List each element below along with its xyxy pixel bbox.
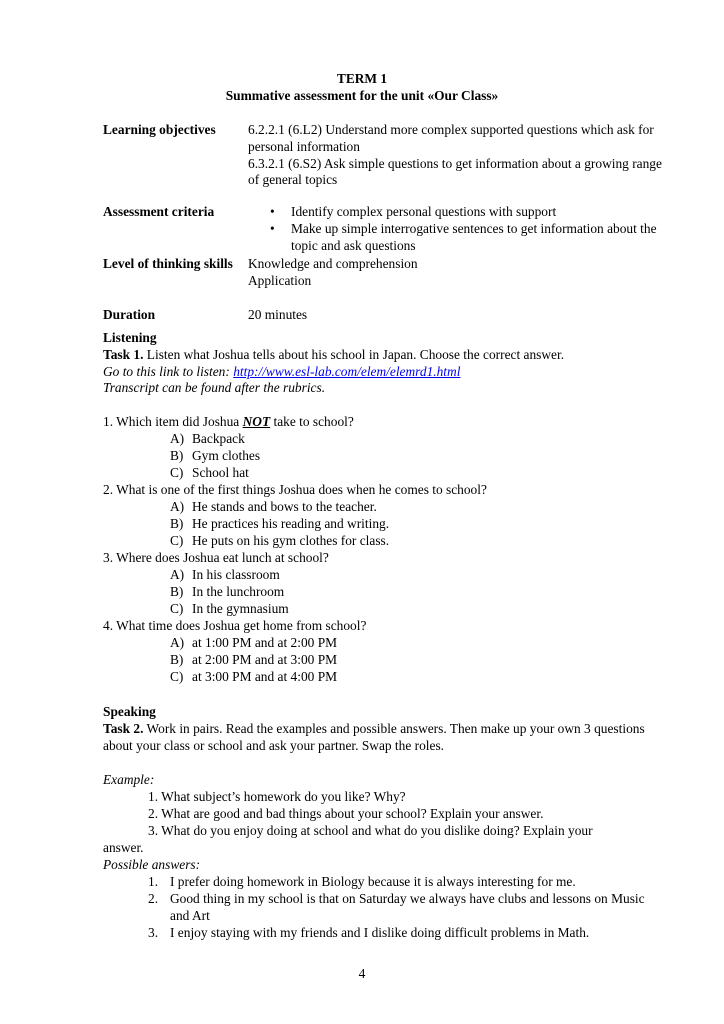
criteria-item: • Identify complex personal questions with support [270, 204, 557, 219]
answer-option: B) He practices his reading and writing. [170, 516, 390, 531]
page-number: 4 [358, 966, 366, 981]
listening-section [103, 330, 663, 397]
answer-option: B) Gym clothes [170, 448, 261, 463]
answer-option: C) School hat [170, 465, 249, 480]
duration-value: 20 minutes [248, 307, 308, 322]
answer-option: C) at 3:00 PM and at 4:00 PM [170, 669, 338, 684]
answer-number: 3. [148, 925, 159, 940]
answer-option: A) He stands and bows to the teacher. [170, 499, 377, 514]
possible-answer: I enjoy staying with my friends and I dislike doing difficult problems in Math. [170, 925, 590, 940]
thinking-skill-1: Knowledge and comprehension [248, 256, 418, 271]
answer-number: 1. [148, 874, 159, 889]
unit-title: Summative assessment for the unit «Our Class» [225, 88, 499, 103]
example-item-continuation: answer. [103, 840, 144, 855]
audio-link[interactable]: http://www.esl-lab.com/elem/elemrd1.html [233, 363, 461, 379]
speaking-heading: Speaking [103, 704, 156, 719]
answer-option: B) at 2:00 PM and at 3:00 PM [170, 652, 338, 667]
bullet-icon: • [270, 204, 275, 219]
listening-heading: Listening [103, 330, 157, 345]
possible-answers-label: Possible answers: [103, 857, 201, 872]
question-2: 2. What is one of the first things Joshua does when he comes to school? [103, 482, 487, 497]
task-1-instructions: Task 1. Listen what Joshua tells about his school in Japan. Choose the correct answer. [103, 346, 565, 362]
emphasis-not: NOT [242, 414, 271, 429]
assessment-criteria-label: Assessment criteria [103, 204, 215, 219]
answer-option: C) In the gymnasium [170, 601, 289, 616]
title-block [0, 70, 724, 104]
example-item: 2. What are good and bad things about your school? Explain your answer. [148, 806, 544, 821]
learning-objectives-label: Learning objectives [103, 122, 216, 137]
answer-option: C) He puts on his gym clothes for class. [170, 533, 390, 548]
bullet-icon: • [270, 220, 275, 236]
answer-option: A) In his classroom [170, 567, 280, 582]
answer-option: A) at 1:00 PM and at 2:00 PM [170, 635, 338, 650]
possible-answer: Good thing in my school is that on Saturday we always have clubs and lessons on Music and Art [170, 891, 645, 923]
question-1: 1. Which item did Joshua NOT take to school? [103, 414, 354, 429]
example-label: Example: [103, 772, 155, 787]
thinking-skills-label: Level of thinking skills [103, 256, 233, 271]
possible-answer: I prefer doing homework in Biology because it is always interesting for me. [170, 874, 576, 889]
answer-option: B) In the lunchroom [170, 584, 285, 599]
question-4: 4. What time does Joshua get home from school? [103, 618, 367, 633]
listen-link-line: Go to this link to listen: http://www.esl-lab.com/elem/elemrd1.html [103, 363, 461, 379]
task-2-instructions: Task 2. Work in pairs. Read the examples and possible answers. Then make up your own 3 questions about your class or school and ask your partner. Swap the roles. [103, 720, 645, 753]
answer-option: A) Backpack [170, 431, 245, 446]
example-item: 1. What subject’s homework do you like? Why? [148, 789, 406, 804]
criteria-item: • Make up simple interrogative sentences to get information about the topic and ask questions [270, 220, 657, 253]
learning-objective-1: 6.2.2.1 (6.L2) Understand more complex supported questions which ask for personal information [248, 122, 654, 154]
learning-objective-2: 6.3.2.1 (6.S2) Ask simple questions to get information about a growing range of general topics [248, 155, 662, 188]
example-item: 3. What do you enjoy doing at school and what do you dislike doing? Explain your [148, 823, 593, 838]
thinking-skill-2: Application [248, 272, 312, 288]
criteria-list [248, 204, 673, 254]
duration-label: Duration [103, 307, 156, 322]
question-3: 3. Where does Joshua eat lunch at school? [103, 550, 329, 565]
answer-number: 2. [148, 891, 159, 906]
term-heading: TERM 1 [336, 71, 388, 86]
transcript-note: Transcript can be found after the rubrics. [103, 380, 326, 396]
speaking-section [103, 704, 663, 754]
